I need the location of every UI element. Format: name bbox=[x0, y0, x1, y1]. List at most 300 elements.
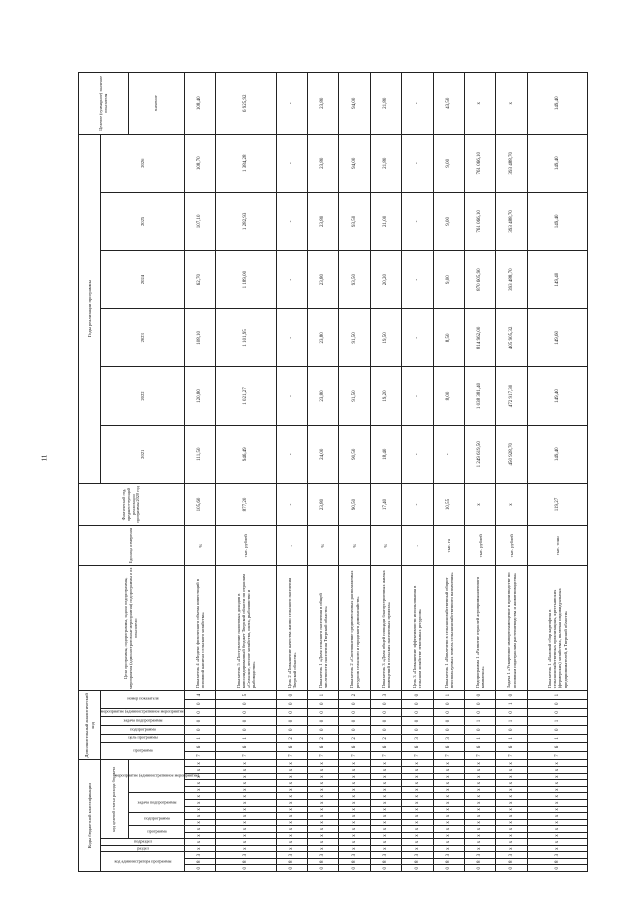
budget-code-cell: x bbox=[370, 845, 401, 852]
analytic-code-cell: 0 bbox=[339, 725, 370, 734]
header-row bbox=[101, 73, 129, 872]
analytic-code-cell: 0 bbox=[496, 725, 527, 734]
year-value-cell: 90,50 bbox=[339, 425, 370, 483]
analytic-code-cell: 6 bbox=[339, 743, 370, 752]
analytic-code-cell: 6 bbox=[433, 743, 464, 752]
budget-code-cell: x bbox=[276, 813, 307, 820]
budget-code-cell: x bbox=[465, 786, 496, 793]
analytic-code-cell: 6 bbox=[370, 743, 401, 752]
budget-code-cell: x bbox=[339, 780, 370, 787]
section-header bbox=[101, 845, 185, 852]
budget-code-cell: x bbox=[433, 780, 464, 787]
final-value-cell: 23,80 bbox=[307, 73, 338, 135]
year-value-cell: 93,50 bbox=[339, 192, 370, 250]
unit-header: Единица измерения bbox=[79, 526, 185, 566]
header-label: программа bbox=[132, 747, 153, 753]
budget-code-cell: 8 bbox=[339, 858, 370, 865]
year-value-cell: 1 101,95 bbox=[216, 309, 276, 367]
budget-code-cell: x bbox=[339, 760, 370, 767]
analytic-code-cell: 1 bbox=[496, 734, 527, 743]
budget-code-cell: x bbox=[276, 780, 307, 787]
budget-code-cell: x bbox=[307, 813, 338, 820]
budget-code-cell: x bbox=[527, 780, 587, 787]
year-header: 2024 bbox=[101, 251, 185, 309]
budget-code-cell: x bbox=[307, 806, 338, 813]
budget-code-cell: x bbox=[307, 826, 338, 833]
budget-code-cell: x bbox=[185, 832, 216, 839]
unit-cell: % bbox=[185, 526, 216, 566]
budget-code-cell: x bbox=[402, 786, 433, 793]
analytic-code-cell: 7 bbox=[433, 751, 464, 760]
indicator-name-cell: Подпрограмма 1 «Развитие отраслей агропромышленного комплекса» bbox=[465, 566, 496, 691]
budget-code-cell: x bbox=[339, 839, 370, 846]
year-value-cell: - bbox=[276, 134, 307, 192]
analytic-subheader bbox=[101, 743, 185, 760]
analytic-subheader bbox=[101, 725, 185, 734]
budget-code-cell: x bbox=[307, 760, 338, 767]
budget-code-cell: x bbox=[465, 806, 496, 813]
analytic-code-cell: 1 bbox=[527, 717, 587, 726]
analytic-code-cell: 6 bbox=[465, 743, 496, 752]
indicator-name-cell: Показатель 4 «Индекс физического объема инвестиций в основной капитал сельского хозяйства» bbox=[185, 566, 216, 691]
budget-code-cell: x bbox=[185, 826, 216, 833]
budget-code-cell: x bbox=[402, 767, 433, 774]
analytic-code-cell: 0 bbox=[185, 699, 216, 708]
year-value-cell: 149,40 bbox=[527, 134, 587, 192]
budget-code-cell: x bbox=[339, 806, 370, 813]
analytic-code-cell: 0 bbox=[496, 708, 527, 717]
subsection-header bbox=[101, 839, 185, 846]
fact-value-cell: 877,20 bbox=[216, 483, 276, 525]
budget-code-cell: x bbox=[370, 786, 401, 793]
year-value-cell: - bbox=[402, 134, 433, 192]
budget-code-cell: x bbox=[496, 832, 527, 839]
budget-code-cell: x bbox=[465, 793, 496, 800]
admin-code-header bbox=[101, 852, 185, 872]
budget-code-cell: x bbox=[465, 773, 496, 780]
table-row bbox=[276, 73, 307, 872]
indicator-name-cell: Задача 1 «Ускоренное импортозамещение в производстве по основным подотраслям растениеводства и животноводства» bbox=[496, 566, 527, 691]
final-value-cell: - bbox=[402, 73, 433, 135]
final-value-cell: x bbox=[496, 73, 527, 135]
budget-code-cell: x bbox=[339, 786, 370, 793]
budget-code-cell: x bbox=[527, 813, 587, 820]
budget-code-cell: 0 bbox=[339, 865, 370, 872]
table-row bbox=[527, 73, 587, 872]
analytic-code-cell: 0 bbox=[527, 708, 587, 717]
year-value-cell: 111,50 bbox=[185, 425, 216, 483]
analytic-subheader bbox=[101, 708, 185, 717]
analytic-code-header: Дополнительный аналитический код bbox=[79, 691, 101, 760]
budget-code-cell: x bbox=[185, 839, 216, 846]
budget-code-cell: x bbox=[370, 813, 401, 820]
year-value-cell: 814 962,00 bbox=[465, 309, 496, 367]
budget-code-cell: x bbox=[185, 819, 216, 826]
budget-code-cell: x bbox=[433, 813, 464, 820]
budget-code-cell: x bbox=[216, 819, 276, 826]
budget-code-cell: x bbox=[307, 767, 338, 774]
budget-code-cell: 8 bbox=[527, 858, 587, 865]
budget-code-cell: x bbox=[496, 780, 527, 787]
budget-code-cell: x bbox=[339, 826, 370, 833]
year-value-cell: 1 189,00 bbox=[216, 251, 276, 309]
year-value-cell: 1 249 619,50 bbox=[465, 425, 496, 483]
budget-code-cell: x bbox=[276, 826, 307, 833]
indicator-name-cell: Показатель 2 «Соотношение среднемесячных располагаемых ресурсов сельского и городского домохозяйств» bbox=[339, 566, 370, 691]
year-value-cell: 23,80 bbox=[307, 192, 338, 250]
budget-code-cell: x bbox=[185, 845, 216, 852]
year-value-cell: 19,20 bbox=[370, 367, 401, 425]
analytic-code-cell: 0 bbox=[307, 699, 338, 708]
analytic-code-cell: 1 bbox=[527, 691, 587, 700]
table-row bbox=[216, 73, 276, 872]
budget-code-cell: x bbox=[276, 839, 307, 846]
year-value-cell: - bbox=[402, 251, 433, 309]
year-value-cell: - bbox=[276, 425, 307, 483]
analytic-code-cell: 6 bbox=[216, 743, 276, 752]
analytic-code-cell: 0 bbox=[185, 717, 216, 726]
subprogram-header bbox=[129, 813, 185, 826]
analytic-code-cell: 0 bbox=[433, 708, 464, 717]
analytic-code-cell: 3 bbox=[402, 734, 433, 743]
budget-code-cell: x bbox=[402, 760, 433, 767]
analytic-code-cell: 7 bbox=[339, 751, 370, 760]
year-value-cell: 91,50 bbox=[339, 367, 370, 425]
budget-code-cell: x bbox=[307, 773, 338, 780]
budget-code-cell: 0 bbox=[433, 865, 464, 872]
final-value-cell: 149,40 bbox=[527, 73, 587, 135]
budget-code-cell: x bbox=[433, 845, 464, 852]
budget-code-cell: 8 bbox=[496, 858, 527, 865]
analytic-code-cell: 6 bbox=[496, 743, 527, 752]
year-value-cell: 1 021,27 bbox=[216, 367, 276, 425]
budget-code-cell: x bbox=[216, 832, 276, 839]
budget-code-cell: x bbox=[216, 786, 276, 793]
unit-cell: тыс. рублей bbox=[216, 526, 276, 566]
header-label: цель программы bbox=[127, 734, 158, 740]
year-value-cell: 108,70 bbox=[185, 134, 216, 192]
budget-code-cell: x bbox=[527, 786, 587, 793]
analytic-code-cell: 1 bbox=[496, 699, 527, 708]
analytic-code-cell: 0 bbox=[465, 699, 496, 708]
year-value-cell: 761 066,10 bbox=[465, 134, 496, 192]
budget-code-cell: 0 bbox=[185, 865, 216, 872]
year-value-cell: 20,20 bbox=[370, 251, 401, 309]
budget-code-cell: x bbox=[402, 832, 433, 839]
analytic-code-cell: 0 bbox=[216, 699, 276, 708]
budget-code-cell: x bbox=[527, 839, 587, 846]
analytic-code-cell: 2 bbox=[339, 691, 370, 700]
budget-code-cell: 3 bbox=[370, 852, 401, 859]
analytic-code-cell: 0 bbox=[402, 708, 433, 717]
budget-code-cell: x bbox=[496, 767, 527, 774]
header-label: мероприятие (административное мероприятие) bbox=[114, 773, 199, 779]
table-row bbox=[465, 73, 496, 872]
analytic-code-cell: 3 bbox=[433, 734, 464, 743]
table-row bbox=[496, 73, 527, 872]
budget-code-cell: x bbox=[433, 786, 464, 793]
budget-code-cell: x bbox=[402, 826, 433, 833]
analytic-code-cell: 6 bbox=[185, 743, 216, 752]
analytic-code-cell: 0 bbox=[185, 708, 216, 717]
indicator-name-cell: Показатель 1 «Доля сельского населения в общей численности населения Тверской области» bbox=[307, 566, 338, 691]
budget-code-cell: x bbox=[433, 832, 464, 839]
budget-code-cell: x bbox=[527, 806, 587, 813]
unit-cell: - bbox=[402, 526, 433, 566]
budget-code-cell: 3 bbox=[402, 852, 433, 859]
final-value-header: Целевое (суммарное) значение показателя bbox=[79, 73, 129, 135]
year-value-cell: 761 066,10 bbox=[465, 192, 496, 250]
item-code-header: код целевой статьи расхода бюджета bbox=[101, 760, 129, 839]
budget-code-cell: x bbox=[465, 819, 496, 826]
budget-code-cell: x bbox=[339, 819, 370, 826]
year-value-cell: 91,50 bbox=[339, 309, 370, 367]
final-value-cell: 94,00 bbox=[339, 73, 370, 135]
budget-code-cell: x bbox=[307, 780, 338, 787]
analytic-code-cell: 0 bbox=[216, 717, 276, 726]
budget-code-cell: 3 bbox=[465, 852, 496, 859]
analytic-code-cell: 7 bbox=[496, 751, 527, 760]
header-label: код администратора программы bbox=[114, 858, 171, 864]
budget-code-cell: x bbox=[276, 806, 307, 813]
budget-code-cell: x bbox=[370, 826, 401, 833]
unit-cell: % bbox=[307, 526, 338, 566]
final-value-cell: x bbox=[465, 73, 496, 135]
budget-code-cell: 0 bbox=[402, 865, 433, 872]
analytic-code-cell: 7 bbox=[307, 751, 338, 760]
rotated-table-container bbox=[78, 72, 588, 872]
budget-code-cell: 3 bbox=[276, 852, 307, 859]
budget-code-cell: x bbox=[402, 806, 433, 813]
analytic-code-cell: 1 bbox=[527, 734, 587, 743]
analytic-code-cell: 1 bbox=[216, 734, 276, 743]
budget-code-cell: x bbox=[527, 799, 587, 806]
years-header: Годы реализации программы bbox=[79, 134, 101, 483]
header-row bbox=[79, 73, 101, 872]
analytic-code-cell: 0 bbox=[307, 708, 338, 717]
analytic-code-cell: 0 bbox=[370, 717, 401, 726]
analytic-code-cell: 1 bbox=[185, 734, 216, 743]
fact-value-cell: 17,40 bbox=[370, 483, 401, 525]
analytic-code-cell: 7 bbox=[402, 751, 433, 760]
budget-code-cell: 0 bbox=[276, 865, 307, 872]
budget-code-cell: x bbox=[496, 813, 527, 820]
analytic-code-cell: 2 bbox=[370, 734, 401, 743]
year-value-cell: - bbox=[402, 425, 433, 483]
analytic-code-cell: 1 bbox=[465, 734, 496, 743]
budget-code-cell: x bbox=[216, 760, 276, 767]
year-value-cell: - bbox=[276, 251, 307, 309]
budget-code-cell: x bbox=[527, 826, 587, 833]
indicator-name-cell: Показатель 3 «Доля общей площади благоустроенных жилых помещений в сельских населенных пунктах» bbox=[370, 566, 401, 691]
budget-code-cell: x bbox=[307, 819, 338, 826]
budget-code-cell: x bbox=[465, 813, 496, 820]
table-row bbox=[339, 73, 370, 872]
year-value-cell: 94,00 bbox=[339, 134, 370, 192]
budget-code-cell: x bbox=[370, 806, 401, 813]
indicator-name-cell: Цель 2 «Повышение качества жизни сельского населения Тверской области» bbox=[276, 566, 307, 691]
analytic-code-cell: 0 bbox=[216, 708, 276, 717]
budget-code-cell: x bbox=[527, 767, 587, 774]
analytic-code-cell: 4 bbox=[185, 691, 216, 700]
analytic-code-cell: 0 bbox=[527, 699, 587, 708]
year-value-cell: 21,80 bbox=[370, 134, 401, 192]
budget-code-cell: x bbox=[276, 793, 307, 800]
budget-code-cell: 8 bbox=[307, 858, 338, 865]
year-value-cell: 18,40 bbox=[370, 425, 401, 483]
budget-code-cell: x bbox=[307, 839, 338, 846]
budget-code-cell: 0 bbox=[527, 865, 587, 872]
analytic-code-cell: 6 bbox=[527, 743, 587, 752]
fact-value-cell: 105,60 bbox=[185, 483, 216, 525]
year-value-cell: - bbox=[433, 425, 464, 483]
year-value-cell: 1 282,93 bbox=[216, 192, 276, 250]
indicator-name-cell: Цель 3 «Повышение эффективности использования в сельском хозяйстве земельных ресурсов» bbox=[402, 566, 433, 691]
header-label: номер показателя bbox=[126, 695, 159, 701]
analytic-code-cell: 0 bbox=[370, 708, 401, 717]
analytic-code-cell: 0 bbox=[402, 699, 433, 708]
budget-code-cell: x bbox=[496, 845, 527, 852]
year-value-cell: - bbox=[402, 367, 433, 425]
budget-code-cell: x bbox=[527, 773, 587, 780]
year-value-cell: 1 384,28 bbox=[216, 134, 276, 192]
year-value-cell: 946,49 bbox=[216, 425, 276, 483]
analytic-code-cell: 7 bbox=[527, 751, 587, 760]
budget-code-cell: x bbox=[402, 813, 433, 820]
event-header bbox=[114, 760, 199, 793]
analytic-subheader bbox=[101, 717, 185, 726]
budget-code-cell: x bbox=[433, 839, 464, 846]
final-value-cell: 108,40 bbox=[185, 73, 216, 135]
budget-code-cell: x bbox=[370, 839, 401, 846]
analytic-code-cell: 0 bbox=[339, 717, 370, 726]
indicator-name-cell: Показатель 1 «Вовлечено в сельскохозяйственный оборот неиспользуемых земель сельскохозяйственного назначения» bbox=[433, 566, 464, 691]
analytic-code-cell: 0 bbox=[276, 725, 307, 734]
analytic-code-cell: 0 bbox=[527, 725, 587, 734]
header-label: подпрограмма bbox=[143, 815, 170, 821]
budget-code-cell: x bbox=[307, 832, 338, 839]
header-label: подпрограмма bbox=[129, 726, 156, 732]
year-value-cell: 1 038 381,40 bbox=[465, 367, 496, 425]
budget-code-cell: x bbox=[339, 773, 370, 780]
budget-code-cell: x bbox=[276, 773, 307, 780]
analytic-code-cell: 7 bbox=[276, 751, 307, 760]
year-value-cell: 450 928,70 bbox=[496, 425, 527, 483]
final-value-cell: 43,50 bbox=[433, 73, 464, 135]
unit-cell: - bbox=[276, 526, 307, 566]
budget-code-cell: x bbox=[465, 799, 496, 806]
year-value-cell: 393 488,70 bbox=[496, 134, 527, 192]
year-value-cell: 93,50 bbox=[339, 251, 370, 309]
final-value-cell: - bbox=[276, 73, 307, 135]
budget-code-cell: 8 bbox=[465, 858, 496, 865]
program-header bbox=[129, 826, 185, 839]
analytic-code-cell: 7 bbox=[216, 751, 276, 760]
year-value-cell: 472 917,30 bbox=[496, 367, 527, 425]
budget-code-cell: 3 bbox=[307, 852, 338, 859]
year-value-cell: 149,40 bbox=[527, 251, 587, 309]
budget-code-cell: x bbox=[339, 845, 370, 852]
analytic-code-cell: 7 bbox=[370, 751, 401, 760]
budget-code-cell: x bbox=[307, 845, 338, 852]
budget-code-cell: x bbox=[402, 780, 433, 787]
analytic-code-cell: 0 bbox=[402, 725, 433, 734]
unit-cell: % bbox=[339, 526, 370, 566]
budget-code-cell: x bbox=[402, 839, 433, 846]
budget-code-cell: x bbox=[276, 799, 307, 806]
budget-code-cell: x bbox=[496, 806, 527, 813]
budget-code-cell: x bbox=[307, 793, 338, 800]
task-header bbox=[129, 793, 185, 813]
budget-code-cell: 3 bbox=[185, 852, 216, 859]
budget-code-cell: x bbox=[496, 839, 527, 846]
budget-code-cell: x bbox=[527, 793, 587, 800]
analytic-code-cell: 0 bbox=[433, 717, 464, 726]
budget-code-cell: x bbox=[465, 832, 496, 839]
budget-code-cell: x bbox=[433, 773, 464, 780]
analytic-code-cell: 0 bbox=[339, 699, 370, 708]
analytic-code-cell: 0 bbox=[465, 725, 496, 734]
budget-code-cell: x bbox=[370, 767, 401, 774]
budget-code-cell: 0 bbox=[496, 865, 527, 872]
year-header: 2023 bbox=[101, 309, 185, 367]
fact-year-header: Фактический год, предшест-вующий реализации программы 2020 год bbox=[79, 483, 185, 525]
year-value-cell: 149,40 bbox=[527, 192, 587, 250]
header-label: задача подпрограммы bbox=[123, 717, 162, 723]
analytic-code-cell: 0 bbox=[276, 699, 307, 708]
year-value-cell: 23,80 bbox=[307, 309, 338, 367]
year-value-cell: 393 488,70 bbox=[496, 192, 527, 250]
unit-cell: тыс. рублей bbox=[465, 526, 496, 566]
budget-code-cell: x bbox=[216, 780, 276, 787]
budget-code-cell: x bbox=[527, 819, 587, 826]
year-value-cell: - bbox=[276, 367, 307, 425]
analytic-subheader bbox=[101, 734, 185, 743]
table-row bbox=[402, 73, 433, 872]
unit-cell: тыс. га bbox=[433, 526, 464, 566]
budget-code-cell: x bbox=[496, 819, 527, 826]
header-label: задача подпрограммы bbox=[137, 799, 176, 805]
budget-code-cell: x bbox=[185, 806, 216, 813]
unit-cell: % bbox=[370, 526, 401, 566]
year-value-cell: 62,70 bbox=[185, 251, 216, 309]
budget-code-cell: x bbox=[496, 799, 527, 806]
year-value-cell: - bbox=[402, 192, 433, 250]
budget-code-cell: x bbox=[216, 806, 276, 813]
budget-code-cell: 0 bbox=[465, 865, 496, 872]
budget-code-cell: x bbox=[496, 773, 527, 780]
year-value-cell: 107,10 bbox=[185, 192, 216, 250]
budget-code-cell: 8 bbox=[216, 858, 276, 865]
header-label: мероприятие (административное мероприятие) bbox=[100, 708, 185, 714]
budget-code-cell: x bbox=[276, 767, 307, 774]
year-value-cell: 23,80 bbox=[307, 367, 338, 425]
budget-code-cell: x bbox=[433, 826, 464, 833]
budget-code-cell: 3 bbox=[527, 852, 587, 859]
analytic-code-cell: 1 bbox=[307, 691, 338, 700]
fact-value-cell: 90,50 bbox=[339, 483, 370, 525]
analytic-code-cell: 7 bbox=[185, 751, 216, 760]
budget-code-cell: 8 bbox=[370, 858, 401, 865]
budget-code-cell: x bbox=[185, 767, 216, 774]
budget-code-cell: 0 bbox=[216, 865, 276, 872]
unit-cell: тыс. рублей bbox=[496, 526, 527, 566]
table-row bbox=[370, 73, 401, 872]
indicators-table bbox=[78, 72, 588, 872]
header-label: раздел bbox=[136, 845, 149, 851]
analytic-code-cell: 1 bbox=[496, 717, 527, 726]
budget-code-cell: x bbox=[276, 819, 307, 826]
